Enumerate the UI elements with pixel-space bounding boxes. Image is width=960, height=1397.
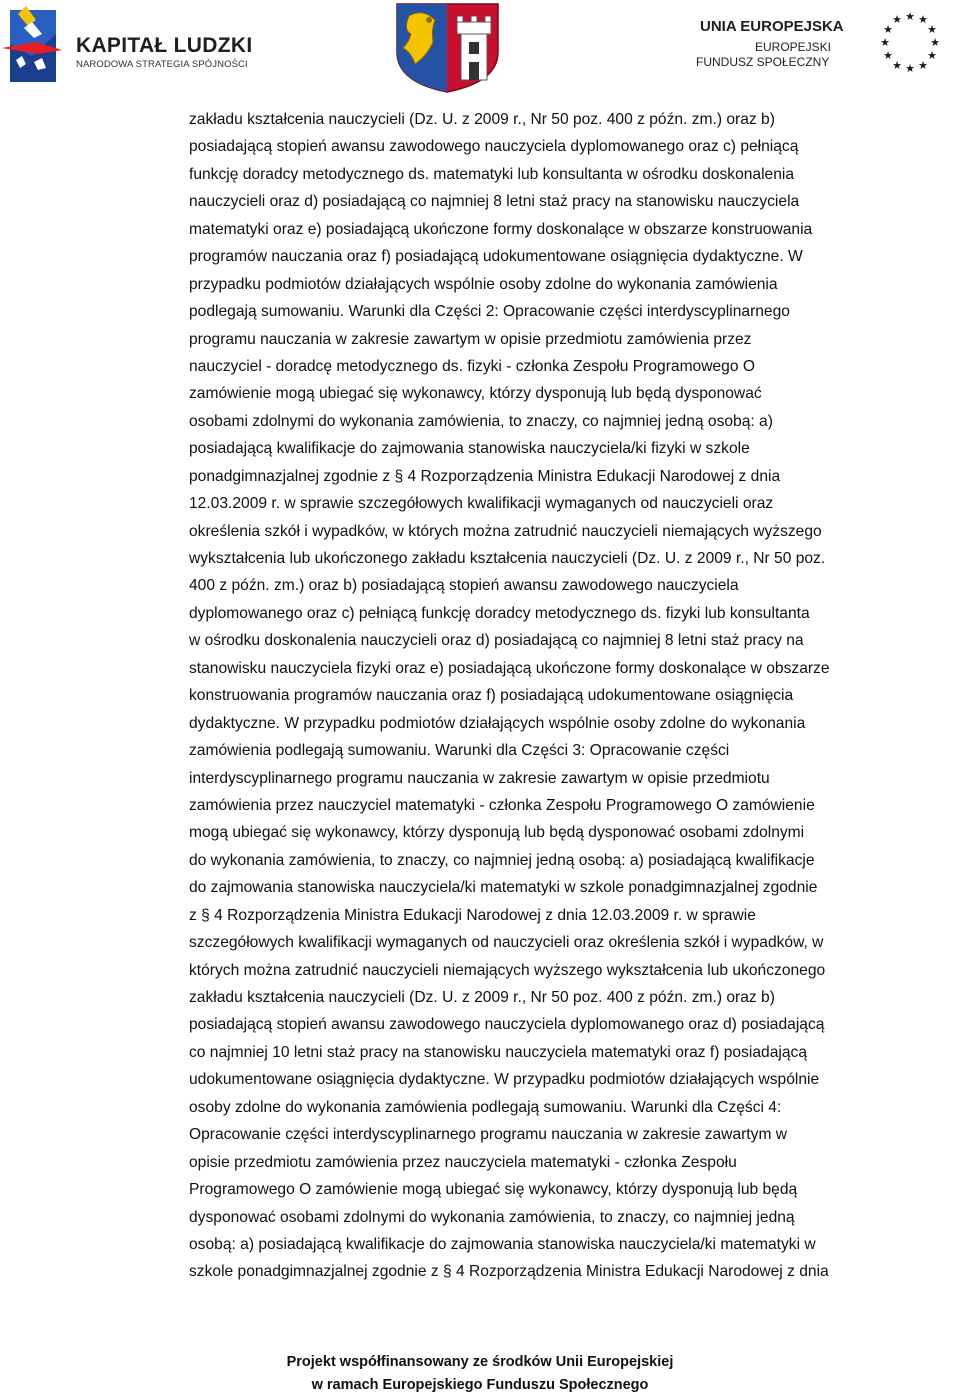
kapital-ludzki-subtitle: NARODOWA STRATEGIA SPÓJNOŚCI [76, 59, 248, 70]
text-line: z § 4 Rozporządzenia Ministra Edukacji Narodowej z dnia 12.03.2009 r. w sprawie [189, 906, 756, 924]
svg-text:★: ★ [883, 23, 893, 36]
svg-text:★: ★ [880, 36, 890, 49]
text-line: funkcję doradcy metodycznego ds. matematyki lub konsultanta w ośrodku doskonalenia [189, 165, 795, 183]
text-line: szkole ponadgimnazjalnej zgodnie z § 4 Rozporządzenia Ministra Edukacji Narodowej z dnia [189, 1263, 829, 1281]
text-line: do wykonania zamówienia, to znaczy, co najmniej jedną osobą: a) posiadającą kwalifikacje [189, 851, 815, 869]
page-footer [0, 1351, 960, 1397]
text-line: dysponować osobami zdolnymi do wykonania zamówienia, to znaczy, co najmniej jedną [189, 1208, 795, 1226]
eu-stars-icon [874, 6, 946, 78]
text-line: Opracowanie części interdyscyplinarnego programu nauczania w zakresie zawartym w [189, 1126, 788, 1144]
text-line: mogą ubiegać się wykonawcy, którzy dysponują lub będą dysponować osobami zdolnymi [189, 824, 805, 842]
text-line: osobami zdolnymi do wykonania zamówienia, to znaczy, co najmniej jedną osobą: a) [189, 412, 773, 430]
text-line: osoby zdolne do wykonania zamówienia podlegają sumowaniu. Warunki dla Części 4: [189, 1098, 782, 1116]
svg-text:★: ★ [927, 49, 937, 62]
document-body [189, 106, 917, 1286]
kapital-ludzki-emblem-icon [2, 4, 66, 84]
footer-line-1: Projekt współfinansowany ze środków Unii Europejskiej [286, 1354, 674, 1370]
svg-text:★: ★ [892, 13, 902, 26]
footer-line-2: w ramach Europejskiego Funduszu Społecznego [311, 1377, 649, 1393]
text-line: interdyscyplinarnego programu nauczania w zakresie zawartym w opisie przedmiotu [189, 769, 770, 787]
text-line: co najmniej 10 letni staż pracy na stanowisku nauczyciela matematyki oraz f) posiadającą [189, 1043, 807, 1061]
text-line: zakładu kształcenia nauczycieli (Dz. U. z 2009 r., Nr 50 poz. 400 z późn. zm.) oraz b) [189, 989, 775, 1006]
text-line: osobą: a) posiadającą kwalifikacje do zajmowania stanowiska nauczyciela/ki matematyki w [189, 1235, 816, 1253]
text-line: podlegają sumowaniu. Warunki dla Części 2: Opracowanie części interdyscyplinarnego [189, 303, 790, 321]
svg-text:★: ★ [930, 36, 940, 49]
text-line: posiadającą kwalifikacje do zajmowania stanowiska nauczyciela/ki fizyki w szkole [189, 440, 750, 458]
text-line: posiadającą stopień awansu zawodowego nauczyciela dyplomowanego oraz c) pełniącą [189, 138, 799, 156]
svg-text:★: ★ [883, 49, 893, 62]
text-line: zamówienia podlegają sumowaniu. Warunki dla Części 3: Opracowanie części [189, 742, 730, 760]
eu-subtitle-line1: EUROPEJSKI [755, 40, 832, 54]
svg-text:★: ★ [918, 59, 928, 72]
text-line: 400 z późn. zm.) oraz b) posiadającą stopień awansu zawodowego nauczyciela [189, 577, 739, 595]
page-header [0, 0, 960, 90]
text-line: Programowego O zamówienie mogą ubiegać się wykonawcy, którzy dysponują lub będą [189, 1181, 798, 1199]
text-line: matematyki oraz e) posiadającą ukończone formy doskonalące w obszarze konstruowania [189, 220, 813, 238]
eu-title: UNIA EUROPEJSKA [700, 18, 844, 35]
svg-text:★: ★ [905, 62, 915, 75]
text-line: ponadgimnazjalnej zgodnie z § 4 Rozporządzenia Ministra Edukacji Narodowej z dnia [189, 467, 781, 485]
text-line: programów nauczania oraz f) posiadającą udokumentowane osiągnięcia dydaktyczne. W [189, 248, 803, 266]
text-line: których można zatrudnić nauczycieli niemających wyższego wykształcenia lub ukończonego [189, 961, 826, 979]
svg-text:★: ★ [918, 13, 928, 26]
text-line: konstruowania programów nauczania oraz f) posiadającą udokumentowane osiągnięcia [189, 687, 794, 705]
text-line: określenia szkół i wypadków, w których można zatrudnić nauczycieli niemających wyższego [189, 522, 822, 540]
text-line: opisie przedmiotu zamówienia przez nauczyciela matematyki - członka Zespołu [189, 1153, 737, 1171]
text-line: nauczycieli oraz d) posiadającą co najmniej 8 letni staż pracy na stanowisku nauczyciela [189, 193, 800, 211]
text-line: zamówienie mogą ubiegać się wykonawcy, którzy dysponują lub będą dysponować [189, 385, 762, 403]
text-line: stanowisku nauczyciela fizyki oraz e) posiadającą ukończone formy doskonalące w obszarze [189, 659, 830, 677]
text-line: w ośrodku doskonalenia nauczycieli oraz d) posiadającą co najmniej 8 letni staż pracy na [189, 632, 804, 650]
text-line: udokumentowane osiągnięcia dydaktyczne. W przypadku podmiotów działających wspólnie [189, 1071, 820, 1089]
svg-text:★: ★ [892, 59, 902, 72]
text-line: wykształcenia lub ukończonego zakładu kształcenia nauczycieli (Dz. U. z 2009 r., Nr 50 poz. [189, 550, 826, 567]
text-line: programu nauczania w zakresie zawartym w opisie przedmiotu zamówienia przez [189, 330, 752, 348]
text-line: dydaktyczne. W przypadku podmiotów działających wspólnie osoby zdolne do wykonania [189, 714, 806, 732]
text-line: przypadku podmiotów działających wspólnie osoby zdolne do wykonania zamówienia [189, 275, 778, 293]
eu-subtitle-line2: FUNDUSZ SPOŁECZNY [696, 55, 830, 69]
text-line: zakładu kształcenia nauczycieli (Dz. U. z 2009 r., Nr 50 poz. 400 z późn. zm.) oraz b) [189, 111, 775, 128]
text-line: nauczyciel - doradcę metodycznego ds. fizyki - członka Zespołu Programowego O [189, 357, 755, 375]
text-line: posiadającą stopień awansu zawodowego nauczyciela dyplomowanego oraz d) posiadającą [189, 1016, 825, 1034]
text-line: szczegółowych kwalifikacji wymaganych od nauczycieli oraz określenia szkół i wypadków, w [189, 934, 824, 952]
kapital-ludzki-title: KAPITAŁ LUDZKI [76, 34, 253, 57]
svg-text:★: ★ [927, 23, 937, 36]
text-line: dyplomowanego oraz c) pełniącą funkcję doradcy metodycznego ds. fizyki lub konsultanta [189, 604, 810, 622]
eu-logo [690, 10, 950, 75]
text-line: 12.03.2009 r. w sprawie szczegółowych kwalifikacji wymaganych od nauczycieli oraz [189, 495, 774, 513]
svg-text:★: ★ [905, 10, 915, 23]
text-line: zamówienia przez nauczyciel matematyki - członka Zespołu Programowego O zamówienie [189, 796, 815, 814]
text-line: do zajmowania stanowiska nauczyciela/ki matematyki w szkole ponadgimnazjalnej zgodnie [189, 879, 818, 897]
coat-of-arms-icon [395, 2, 500, 94]
kapital-ludzki-logo [2, 4, 252, 84]
